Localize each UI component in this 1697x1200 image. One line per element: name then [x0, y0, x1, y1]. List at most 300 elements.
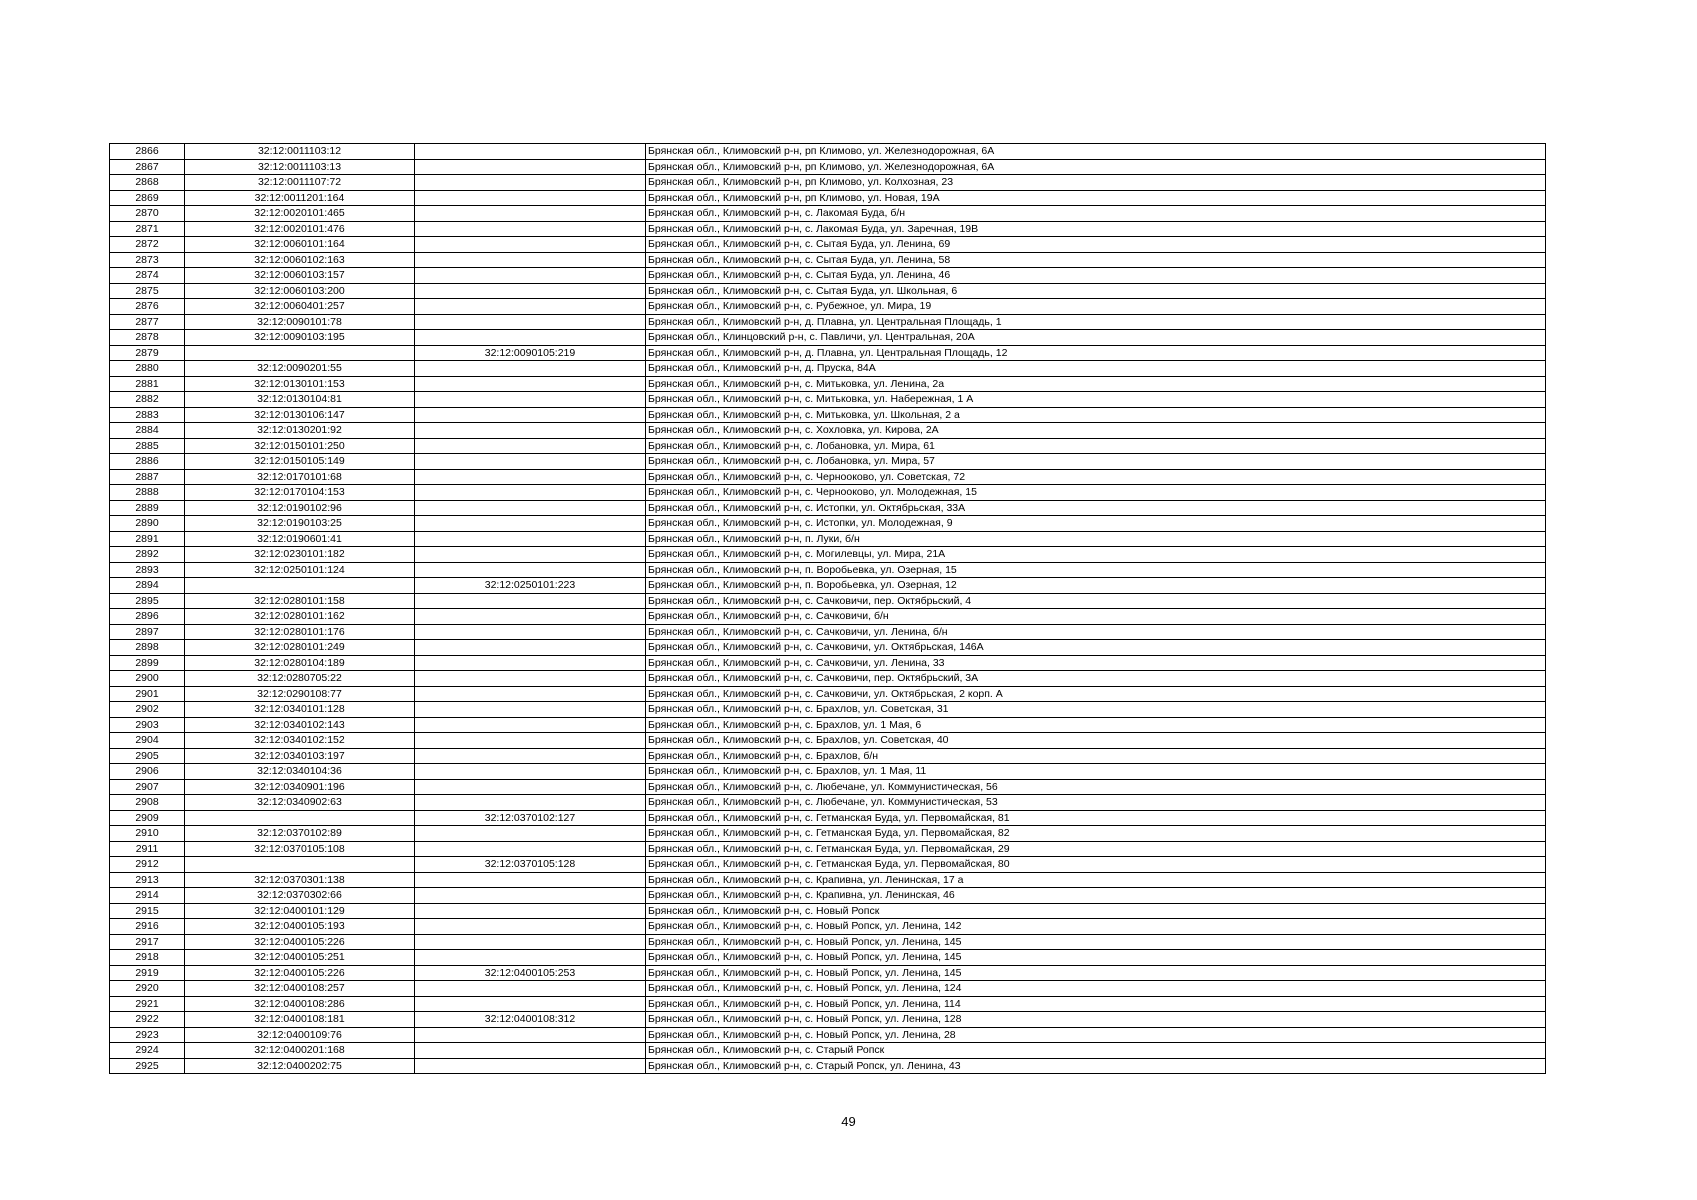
row-number-cell: 2907 [110, 779, 185, 795]
building-cadastral-number-cell [415, 531, 646, 547]
cadastral-number-cell: 32:12:0130104:81 [185, 392, 415, 408]
table-row [110, 547, 1546, 563]
building-cadastral-number-cell [415, 547, 646, 563]
address-cell: Брянская обл., Климовский р-н, с. Новый Ропск, ул. Ленина, 128 [646, 1012, 1546, 1028]
table-row [110, 252, 1546, 268]
building-cadastral-number-cell [415, 950, 646, 966]
building-cadastral-number-cell [415, 392, 646, 408]
address-cell: Брянская обл., Климовский р-н, с. Новый Ропск, ул. Ленина, 145 [646, 950, 1546, 966]
row-number-cell: 2916 [110, 919, 185, 935]
building-cadastral-number-cell [415, 733, 646, 749]
row-number-cell: 2872 [110, 237, 185, 253]
table-row [110, 454, 1546, 470]
row-number-cell: 2876 [110, 299, 185, 315]
row-number-cell: 2922 [110, 1012, 185, 1028]
address-cell: Брянская обл., Климовский р-н, с. Любечане, ул. Коммунистическая, 56 [646, 779, 1546, 795]
row-number-cell: 2903 [110, 717, 185, 733]
table-row [110, 686, 1546, 702]
table-row [110, 190, 1546, 206]
row-number-cell: 2879 [110, 345, 185, 361]
table-row [110, 671, 1546, 687]
address-cell: Брянская обл., Климовский р-н, с. Лакомая Буда, ул. Заречная, 19В [646, 221, 1546, 237]
building-cadastral-number-cell [415, 640, 646, 656]
table-row [110, 175, 1546, 191]
building-cadastral-number-cell [415, 438, 646, 454]
cadastral-number-cell: 32:12:0150105:149 [185, 454, 415, 470]
address-cell: Брянская обл., Климовский р-н, с. Крапивна, ул. Ленинская, 17 а [646, 872, 1546, 888]
building-cadastral-number-cell [415, 826, 646, 842]
table-row [110, 764, 1546, 780]
cadastral-number-cell: 32:12:0400105:226 [185, 965, 415, 981]
cadastral-number-cell: 32:12:0340103:197 [185, 748, 415, 764]
table-row [110, 469, 1546, 485]
building-cadastral-number-cell [415, 888, 646, 904]
table-row [110, 299, 1546, 315]
address-cell: Брянская обл., Климовский р-н, рп Климово, ул. Колхозная, 23 [646, 175, 1546, 191]
building-cadastral-number-cell [415, 671, 646, 687]
building-cadastral-number-cell [415, 252, 646, 268]
row-number-cell: 2871 [110, 221, 185, 237]
cadastral-number-cell: 32:12:0340102:152 [185, 733, 415, 749]
row-number-cell: 2910 [110, 826, 185, 842]
table-row [110, 485, 1546, 501]
table-row [110, 841, 1546, 857]
table-row [110, 903, 1546, 919]
building-cadastral-number-cell [415, 485, 646, 501]
table-row [110, 500, 1546, 516]
cadastral-number-cell: 32:12:0340102:143 [185, 717, 415, 733]
address-cell: Брянская обл., Климовский р-н, с. Брахлов, б/н [646, 748, 1546, 764]
building-cadastral-number-cell [415, 469, 646, 485]
table-row [110, 702, 1546, 718]
row-number-cell: 2878 [110, 330, 185, 346]
cadastral-number-cell: 32:12:0340901:196 [185, 779, 415, 795]
row-number-cell: 2875 [110, 283, 185, 299]
table-row [110, 345, 1546, 361]
row-number-cell: 2870 [110, 206, 185, 222]
address-cell: Брянская обл., Климовский р-н, с. Сачковичи, пер. Октябрьский, 3А [646, 671, 1546, 687]
building-cadastral-number-cell [415, 283, 646, 299]
address-cell: Брянская обл., Климовский р-н, с. Старый Ропск, ул. Ленина, 43 [646, 1058, 1546, 1074]
row-number-cell: 2925 [110, 1058, 185, 1074]
table-row [110, 640, 1546, 656]
table-row [110, 159, 1546, 175]
cadastral-number-cell: 32:12:0340101:128 [185, 702, 415, 718]
address-cell: Брянская обл., Климовский р-н, с. Рубежное, ул. Мира, 19 [646, 299, 1546, 315]
row-number-cell: 2918 [110, 950, 185, 966]
table-row [110, 919, 1546, 935]
table-row [110, 655, 1546, 671]
address-cell: Брянская обл., Климовский р-н, п. Луки, б/н [646, 531, 1546, 547]
building-cadastral-number-cell [415, 1058, 646, 1074]
cadastral-number-cell: 32:12:0190601:41 [185, 531, 415, 547]
table-row [110, 1012, 1546, 1028]
row-number-cell: 2867 [110, 159, 185, 175]
address-cell: Брянская обл., Климовский р-н, с. Сачковичи, б/н [646, 609, 1546, 625]
address-cell: Брянская обл., Климовский р-н, д. Плавна, ул. Центральная Площадь, 1 [646, 314, 1546, 330]
row-number-cell: 2909 [110, 810, 185, 826]
row-number-cell: 2873 [110, 252, 185, 268]
table-row [110, 578, 1546, 594]
cadastral-number-cell: 32:12:0400108:257 [185, 981, 415, 997]
table-row [110, 392, 1546, 408]
building-cadastral-number-cell [415, 500, 646, 516]
address-cell: Брянская обл., Климовский р-н, с. Гетманская Буда, ул. Первомайская, 81 [646, 810, 1546, 826]
table-row [110, 981, 1546, 997]
address-cell: Брянская обл., Климовский р-н, с. Сытая Буда, ул. Школьная, 6 [646, 283, 1546, 299]
row-number-cell: 2919 [110, 965, 185, 981]
cadastral-number-cell: 32:12:0060401:257 [185, 299, 415, 315]
cadastral-number-cell: 32:12:0400201:168 [185, 1043, 415, 1059]
row-number-cell: 2881 [110, 376, 185, 392]
cadastral-number-cell: 32:12:0011103:13 [185, 159, 415, 175]
building-cadastral-number-cell [415, 872, 646, 888]
table-row [110, 593, 1546, 609]
row-number-cell: 2908 [110, 795, 185, 811]
address-cell: Брянская обл., Климовский р-н, с. Брахлов, ул. 1 Мая, 6 [646, 717, 1546, 733]
table-row [110, 144, 1546, 160]
address-cell: Брянская обл., Климовский р-н, с. Брахлов, ул. Советская, 31 [646, 702, 1546, 718]
address-cell: Брянская обл., Климовский р-н, с. Сачковичи, ул. Октябрьская, 146А [646, 640, 1546, 656]
row-number-cell: 2894 [110, 578, 185, 594]
row-number-cell: 2866 [110, 144, 185, 160]
cadastral-number-cell: 32:12:0130201:92 [185, 423, 415, 439]
table-row [110, 1027, 1546, 1043]
cadastral-number-cell: 32:12:0130106:147 [185, 407, 415, 423]
address-cell: Брянская обл., Климовский р-н, с. Истопки, ул. Молодежная, 9 [646, 516, 1546, 532]
building-cadastral-number-cell: 32:12:0250101:223 [415, 578, 646, 594]
cadastral-number-cell [185, 578, 415, 594]
address-cell: Брянская обл., Климовский р-н, с. Старый Ропск [646, 1043, 1546, 1059]
cadastral-number-cell: 32:12:0060101:164 [185, 237, 415, 253]
address-cell: Брянская обл., Климовский р-н, с. Гетманская Буда, ул. Первомайская, 82 [646, 826, 1546, 842]
table-row [110, 779, 1546, 795]
address-cell: Брянская обл., Климовский р-н, с. Новый Ропск, ул. Ленина, 28 [646, 1027, 1546, 1043]
building-cadastral-number-cell [415, 717, 646, 733]
building-cadastral-number-cell [415, 314, 646, 330]
row-number-cell: 2900 [110, 671, 185, 687]
building-cadastral-number-cell [415, 175, 646, 191]
table-row [110, 733, 1546, 749]
table-row [110, 407, 1546, 423]
row-number-cell: 2891 [110, 531, 185, 547]
row-number-cell: 2899 [110, 655, 185, 671]
address-cell: Брянская обл., Климовский р-н, с. Могилевцы, ул. Мира, 21А [646, 547, 1546, 563]
row-number-cell: 2884 [110, 423, 185, 439]
building-cadastral-number-cell [415, 655, 646, 671]
address-cell: Брянская обл., Климовский р-н, с. Сачковичи, ул. Октябрьская, 2 корп. А [646, 686, 1546, 702]
row-number-cell: 2868 [110, 175, 185, 191]
row-number-cell: 2893 [110, 562, 185, 578]
table-row [110, 423, 1546, 439]
row-number-cell: 2898 [110, 640, 185, 656]
row-number-cell: 2883 [110, 407, 185, 423]
cadastral-number-cell: 32:12:0170104:153 [185, 485, 415, 501]
cadastral-number-cell: 32:12:0400105:193 [185, 919, 415, 935]
address-cell: Брянская обл., Климовский р-н, с. Чернооково, ул. Молодежная, 15 [646, 485, 1546, 501]
address-cell: Брянская обл., Климовский р-н, п. Воробьевка, ул. Озерная, 12 [646, 578, 1546, 594]
table-row [110, 624, 1546, 640]
address-cell: Брянская обл., Климовский р-н, д. Плавна, ул. Центральная Площадь, 12 [646, 345, 1546, 361]
building-cadastral-number-cell [415, 1043, 646, 1059]
address-cell: Брянская обл., Климовский р-н, с. Митьковка, ул. Набережная, 1 А [646, 392, 1546, 408]
cadastral-number-cell: 32:12:0280104:189 [185, 655, 415, 671]
row-number-cell: 2882 [110, 392, 185, 408]
table-row [110, 330, 1546, 346]
building-cadastral-number-cell [415, 144, 646, 160]
address-cell: Брянская обл., Климовский р-н, с. Новый Ропск, ул. Ленина, 145 [646, 934, 1546, 950]
cadastral-number-cell: 32:12:0280101:158 [185, 593, 415, 609]
cadastral-number-cell: 32:12:0400105:251 [185, 950, 415, 966]
table-row [110, 996, 1546, 1012]
row-number-cell: 2924 [110, 1043, 185, 1059]
cadastral-number-cell: 32:12:0170101:68 [185, 469, 415, 485]
building-cadastral-number-cell [415, 299, 646, 315]
building-cadastral-number-cell [415, 996, 646, 1012]
address-cell: Брянская обл., Климовский р-н, с. Новый Ропск [646, 903, 1546, 919]
address-cell: Брянская обл., Климовский р-н, с. Чернооково, ул. Советская, 72 [646, 469, 1546, 485]
building-cadastral-number-cell: 32:12:0370102:127 [415, 810, 646, 826]
cadastral-number-cell: 32:12:0340104:36 [185, 764, 415, 780]
cadastral-number-cell: 32:12:0011107:72 [185, 175, 415, 191]
row-number-cell: 2901 [110, 686, 185, 702]
row-number-cell: 2914 [110, 888, 185, 904]
cadastral-number-cell: 32:12:0090103:195 [185, 330, 415, 346]
table-row [110, 237, 1546, 253]
row-number-cell: 2902 [110, 702, 185, 718]
address-cell: Брянская обл., Климовский р-н, с. Гетманская Буда, ул. Первомайская, 80 [646, 857, 1546, 873]
row-number-cell: 2885 [110, 438, 185, 454]
address-cell: Брянская обл., Климовский р-н, с. Лакомая Буда, б/н [646, 206, 1546, 222]
row-number-cell: 2915 [110, 903, 185, 919]
cadastral-number-cell: 32:12:0230101:182 [185, 547, 415, 563]
building-cadastral-number-cell [415, 981, 646, 997]
row-number-cell: 2904 [110, 733, 185, 749]
building-cadastral-number-cell [415, 1027, 646, 1043]
cadastral-number-cell: 32:12:0190102:96 [185, 500, 415, 516]
address-cell: Брянская обл., Климовский р-н, рп Климово, ул. Новая, 19А [646, 190, 1546, 206]
address-cell: Брянская обл., Климовский р-н, с. Новый Ропск, ул. Ленина, 114 [646, 996, 1546, 1012]
table-row [110, 810, 1546, 826]
building-cadastral-number-cell: 32:12:0090105:219 [415, 345, 646, 361]
building-cadastral-number-cell [415, 795, 646, 811]
building-cadastral-number-cell [415, 221, 646, 237]
building-cadastral-number-cell [415, 407, 646, 423]
row-number-cell: 2911 [110, 841, 185, 857]
cadastral-number-cell: 32:12:0011201:164 [185, 190, 415, 206]
table-row [110, 826, 1546, 842]
row-number-cell: 2905 [110, 748, 185, 764]
row-number-cell: 2897 [110, 624, 185, 640]
building-cadastral-number-cell [415, 206, 646, 222]
building-cadastral-number-cell [415, 159, 646, 175]
address-cell: Брянская обл., Климовский р-н, с. Хохловка, ул. Кирова, 2А [646, 423, 1546, 439]
building-cadastral-number-cell [415, 593, 646, 609]
cadastral-number-cell: 32:12:0280101:176 [185, 624, 415, 640]
cadastral-number-cell: 32:12:0370302:66 [185, 888, 415, 904]
address-cell: Брянская обл., Климовский р-н, с. Сачковичи, ул. Ленина, 33 [646, 655, 1546, 671]
table-row [110, 376, 1546, 392]
building-cadastral-number-cell [415, 376, 646, 392]
cadastral-number-cell: 32:12:0370102:89 [185, 826, 415, 842]
building-cadastral-number-cell [415, 330, 646, 346]
address-cell: Брянская обл., Климовский р-н, с. Любечане, ул. Коммунистическая, 53 [646, 795, 1546, 811]
cadastral-number-cell: 32:12:0370105:108 [185, 841, 415, 857]
cadastral-number-cell: 32:12:0400202:75 [185, 1058, 415, 1074]
cadastral-number-cell: 32:12:0400109:76 [185, 1027, 415, 1043]
cadastral-number-cell: 32:12:0020101:476 [185, 221, 415, 237]
building-cadastral-number-cell: 32:12:0400105:253 [415, 965, 646, 981]
table-row [110, 361, 1546, 377]
cadastral-number-cell: 32:12:0130101:153 [185, 376, 415, 392]
row-number-cell: 2887 [110, 469, 185, 485]
cadastral-number-cell: 32:12:0280101:249 [185, 640, 415, 656]
table-row [110, 717, 1546, 733]
cadastral-number-cell: 32:12:0290108:77 [185, 686, 415, 702]
building-cadastral-number-cell [415, 454, 646, 470]
registry-table [109, 143, 1546, 1074]
building-cadastral-number-cell [415, 516, 646, 532]
row-number-cell: 2917 [110, 934, 185, 950]
cadastral-number-cell: 32:12:0090201:55 [185, 361, 415, 377]
address-cell: Брянская обл., Климовский р-н, с. Новый Ропск, ул. Ленина, 124 [646, 981, 1546, 997]
cadastral-number-cell: 32:12:0011103:12 [185, 144, 415, 160]
building-cadastral-number-cell [415, 919, 646, 935]
address-cell: Брянская обл., Климовский р-н, с. Новый Ропск, ул. Ленина, 145 [646, 965, 1546, 981]
table-row [110, 888, 1546, 904]
cadastral-number-cell: 32:12:0400108:181 [185, 1012, 415, 1028]
table-row [110, 857, 1546, 873]
building-cadastral-number-cell [415, 423, 646, 439]
address-cell: Брянская обл., Климовский р-н, с. Гетманская Буда, ул. Первомайская, 29 [646, 841, 1546, 857]
table-row [110, 268, 1546, 284]
table-row [110, 934, 1546, 950]
page-number: 49 [841, 1114, 856, 1129]
cadastral-number-cell: 32:12:0020101:465 [185, 206, 415, 222]
address-cell: Брянская обл., Климовский р-н, с. Сачковичи, ул. Ленина, б/н [646, 624, 1546, 640]
table-row [110, 206, 1546, 222]
building-cadastral-number-cell [415, 562, 646, 578]
cadastral-number-cell: 32:12:0060103:157 [185, 268, 415, 284]
address-cell: Брянская обл., Климовский р-н, с. Сытая Буда, ул. Ленина, 69 [646, 237, 1546, 253]
building-cadastral-number-cell [415, 934, 646, 950]
row-number-cell: 2889 [110, 500, 185, 516]
table-row [110, 438, 1546, 454]
table-row [110, 516, 1546, 532]
table-row [110, 1058, 1546, 1074]
cadastral-number-cell: 32:12:0280705:22 [185, 671, 415, 687]
table-row [110, 795, 1546, 811]
building-cadastral-number-cell [415, 779, 646, 795]
address-cell: Брянская обл., Климовский р-н, с. Лобановка, ул. Мира, 61 [646, 438, 1546, 454]
cadastral-number-cell: 32:12:0060102:163 [185, 252, 415, 268]
address-cell: Брянская обл., Климовский р-н, рп Климово, ул. Железнодорожная, 6А [646, 144, 1546, 160]
table-row [110, 950, 1546, 966]
building-cadastral-number-cell [415, 748, 646, 764]
table-row [110, 609, 1546, 625]
table-row [110, 531, 1546, 547]
table-row [110, 221, 1546, 237]
row-number-cell: 2921 [110, 996, 185, 1012]
row-number-cell: 2912 [110, 857, 185, 873]
row-number-cell: 2880 [110, 361, 185, 377]
table-row [110, 872, 1546, 888]
building-cadastral-number-cell: 32:12:0370105:128 [415, 857, 646, 873]
building-cadastral-number-cell [415, 686, 646, 702]
table-row [110, 283, 1546, 299]
row-number-cell: 2869 [110, 190, 185, 206]
address-cell: Брянская обл., Климовский р-н, с. Митьковка, ул. Школьная, 2 а [646, 407, 1546, 423]
address-cell: Брянская обл., Клинцовский р-н, с. Павличи, ул. Центральная, 20А [646, 330, 1546, 346]
address-cell: Брянская обл., Климовский р-н, с. Новый Ропск, ул. Ленина, 142 [646, 919, 1546, 935]
building-cadastral-number-cell [415, 624, 646, 640]
cadastral-number-cell: 32:12:0400108:286 [185, 996, 415, 1012]
building-cadastral-number-cell: 32:12:0400108:312 [415, 1012, 646, 1028]
cadastral-number-cell [185, 810, 415, 826]
building-cadastral-number-cell [415, 609, 646, 625]
building-cadastral-number-cell [415, 361, 646, 377]
cadastral-number-cell: 32:12:0400101:129 [185, 903, 415, 919]
building-cadastral-number-cell [415, 764, 646, 780]
cadastral-number-cell [185, 857, 415, 873]
address-cell: Брянская обл., Климовский р-н, с. Крапивна, ул. Ленинская, 46 [646, 888, 1546, 904]
table-row [110, 562, 1546, 578]
address-cell: Брянская обл., Климовский р-н, с. Истопки, ул. Октябрьская, 33А [646, 500, 1546, 516]
table-row [110, 1043, 1546, 1059]
table-row [110, 314, 1546, 330]
row-number-cell: 2895 [110, 593, 185, 609]
address-cell: Брянская обл., Климовский р-н, с. Брахлов, ул. 1 Мая, 11 [646, 764, 1546, 780]
address-cell: Брянская обл., Климовский р-н, с. Сытая Буда, ул. Ленина, 58 [646, 252, 1546, 268]
row-number-cell: 2888 [110, 485, 185, 501]
table-row [110, 965, 1546, 981]
cadastral-number-cell: 32:12:0190103:25 [185, 516, 415, 532]
table-row [110, 748, 1546, 764]
address-cell: Брянская обл., Климовский р-н, рп Климово, ул. Железнодорожная, 6А [646, 159, 1546, 175]
address-cell: Брянская обл., Климовский р-н, с. Лобановка, ул. Мира, 57 [646, 454, 1546, 470]
row-number-cell: 2886 [110, 454, 185, 470]
cadastral-number-cell: 32:12:0280101:162 [185, 609, 415, 625]
building-cadastral-number-cell [415, 903, 646, 919]
cadastral-number-cell: 32:12:0150101:250 [185, 438, 415, 454]
building-cadastral-number-cell [415, 702, 646, 718]
address-cell: Брянская обл., Климовский р-н, с. Сытая Буда, ул. Ленина, 46 [646, 268, 1546, 284]
building-cadastral-number-cell [415, 237, 646, 253]
row-number-cell: 2923 [110, 1027, 185, 1043]
building-cadastral-number-cell [415, 841, 646, 857]
cadastral-number-cell: 32:12:0340902:63 [185, 795, 415, 811]
address-cell: Брянская обл., Климовский р-н, с. Митьковка, ул. Ленина, 2а [646, 376, 1546, 392]
address-cell: Брянская обл., Климовский р-н, п. Воробьевка, ул. Озерная, 15 [646, 562, 1546, 578]
building-cadastral-number-cell [415, 190, 646, 206]
row-number-cell: 2890 [110, 516, 185, 532]
row-number-cell: 2877 [110, 314, 185, 330]
row-number-cell: 2920 [110, 981, 185, 997]
address-cell: Брянская обл., Климовский р-н, с. Сачковичи, пер. Октябрьский, 4 [646, 593, 1546, 609]
address-cell: Брянская обл., Климовский р-н, д. Пруска, 84А [646, 361, 1546, 377]
address-cell: Брянская обл., Климовский р-н, с. Брахлов, ул. Советская, 40 [646, 733, 1546, 749]
row-number-cell: 2874 [110, 268, 185, 284]
registry-table-body [110, 144, 1546, 1074]
cadastral-number-cell: 32:12:0250101:124 [185, 562, 415, 578]
building-cadastral-number-cell [415, 268, 646, 284]
row-number-cell: 2906 [110, 764, 185, 780]
cadastral-number-cell: 32:12:0090101:78 [185, 314, 415, 330]
cadastral-number-cell: 32:12:0060103:200 [185, 283, 415, 299]
cadastral-number-cell [185, 345, 415, 361]
row-number-cell: 2892 [110, 547, 185, 563]
row-number-cell: 2896 [110, 609, 185, 625]
